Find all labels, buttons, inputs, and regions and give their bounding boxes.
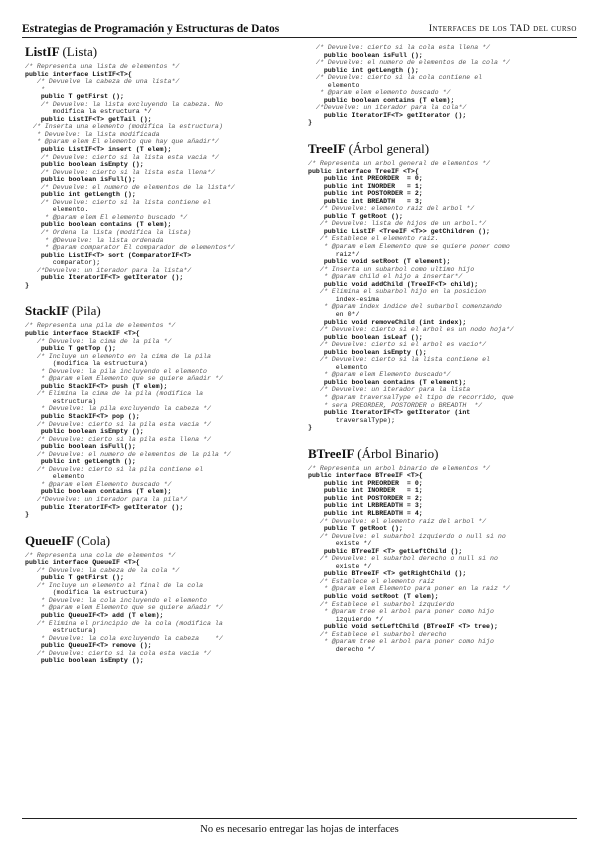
code-line: /* Devuelve: la cima de la pila */ xyxy=(25,337,172,345)
page-header xyxy=(22,23,577,38)
code-line: derecho */ xyxy=(308,645,376,653)
code-line: elemento xyxy=(308,81,360,89)
code-line: public int POSTORDER = 2; xyxy=(308,494,423,502)
section-title-tree-subtitle: (Árbol general) xyxy=(348,141,430,157)
code-line: public boolean contains (T elem); xyxy=(25,488,172,496)
code-line: /* Devuelve: el numero de elementos de la cola */ xyxy=(308,59,510,67)
code-line: * @param traversalType el tipo de recorrido, que xyxy=(308,393,514,401)
code-line: comparator); xyxy=(25,259,101,267)
code-line: } xyxy=(25,281,29,289)
code-line: /* Devuelve: cierto si la cola esta vacia */ xyxy=(25,649,211,657)
code-line: /* Devuelve: cierto si la lista esta vacia */ xyxy=(25,153,219,161)
code-line: /* Incluye un elemento en la cima de la pila xyxy=(25,352,211,360)
code-line: /* Devuelve: el elemento raiz del arbol */ xyxy=(308,517,487,525)
code-line: public int PREORDER = 0; xyxy=(308,479,423,487)
code-line: /* Devuelve: el subarbol izquierdo o null si no xyxy=(308,532,506,540)
code-line: public int RLBREADTH = 4; xyxy=(308,509,423,517)
code-line: public boolean isFull(); xyxy=(25,176,136,184)
code-line: * @param elem elemento buscado */ xyxy=(308,89,451,97)
section-title-tree-name: TreeIF xyxy=(308,141,346,157)
code-line: /* Devuelve: un iterador para la lista xyxy=(308,386,471,394)
code-line: public T getRoot (); xyxy=(308,212,403,220)
code-line: /* Devuelve: el numero de elementos de la lista*/ xyxy=(25,183,235,191)
code-line: } xyxy=(25,511,29,519)
code-line: /* Ordena la lista (modifica la lista) xyxy=(25,229,192,237)
code-line: /* Representa una pila de elementos */ xyxy=(25,322,176,330)
code-line: /* Inserta una elemento (modifica la estructura) xyxy=(25,123,223,131)
code-line: public BTreeIF <T> getLeftChild (); xyxy=(308,547,463,555)
code-line: index-esima xyxy=(308,295,380,303)
footer-note: No es necesario entregar las hojas de interfaces xyxy=(200,824,399,835)
code-block-stack xyxy=(25,322,310,518)
code-line: /* Devuelve: cierto si la pila contiene el xyxy=(25,465,204,473)
code-line: * @param elem Elemento para poner en la raiz */ xyxy=(308,585,510,593)
code-line: public int LRBREADTH = 3; xyxy=(308,502,423,510)
code-line: public interface BTreeIF <T>{ xyxy=(308,472,423,480)
code-line: /* Devuelve: lista de hijos de un arbol.*/ xyxy=(308,220,487,228)
code-line: } xyxy=(308,119,312,127)
code-line: public void addChild (TreeIF<T> child); xyxy=(308,280,479,288)
code-line: /*Devuelve: un iterador para la cola*/ xyxy=(308,104,467,112)
code-line: /* Establece el elemento raiz xyxy=(308,577,435,585)
code-line: public IteratorIF<T> getIterator (); xyxy=(25,503,184,511)
code-line: * @Devuelve: la lista ordenada xyxy=(25,236,164,244)
code-line: public interface QueueIF <T>{ xyxy=(25,559,140,567)
code-line: /* Representa un arbol general de elementos */ xyxy=(308,160,491,168)
code-line: /* Devuelve: cierto si la pila esta llena */ xyxy=(25,435,211,443)
section-title-list-name: ListIF xyxy=(25,44,60,59)
code-line: public boolean isEmpty (); xyxy=(25,657,144,665)
code-line: traversalType); xyxy=(308,416,396,424)
code-line: (modifica la estructura) xyxy=(25,589,148,597)
code-line: public boolean contains (T elem); xyxy=(25,221,172,229)
code-line: /* Devuelve: el numero de elementos de la pila */ xyxy=(25,450,231,458)
code-line: public boolean isEmpty (); xyxy=(308,348,427,356)
code-line: public ListIF<T> sort (ComparatorIF<T> xyxy=(25,251,192,259)
code-line: * @param tree el arbol para poner como hijo xyxy=(308,608,494,616)
code-line: public int INORDER = 1; xyxy=(308,182,423,190)
code-line: public boolean isEmpty (); xyxy=(25,428,144,436)
code-line: /* Devuelve: la lista excluyendo la cabeza. No xyxy=(25,100,223,108)
section-title-btree-name: BTreeIF xyxy=(308,445,354,461)
code-line: * @param elem El elemento que hay que añadir*/ xyxy=(25,138,219,146)
code-line: * @param elem Elemento que se quiere poner como xyxy=(308,243,510,251)
section-title-stack-name: StackIF xyxy=(25,303,69,319)
code-line: /* Devuelve: cierto si el arbol es vacio*/ xyxy=(308,341,487,349)
code-line: /* Devuelve la cabeza de una lista*/ xyxy=(25,78,180,86)
section-title-btree-subtitle: (Árbol Binario) xyxy=(357,445,439,461)
code-line: /* Elimina el principio de la cola (modifica la xyxy=(25,619,223,627)
page-footer xyxy=(22,818,577,835)
code-line: public void setRoot (T elem); xyxy=(308,593,439,600)
header-course-title: Estrategias de Programación y Estructuras de Datos xyxy=(22,23,280,35)
code-line: public T getFirst (); xyxy=(25,574,124,582)
code-line: estructura) xyxy=(25,627,97,635)
code-line: public boolean contains (T elem); xyxy=(308,96,455,104)
code-line: * @param elem Elemento buscado */ xyxy=(25,480,172,488)
code-line: /* Devuelve: cierto si la lista contiene el xyxy=(308,356,491,364)
code-line: /* Devuelve: cierto si la lista esta llena*/ xyxy=(25,168,215,176)
left-column xyxy=(25,44,310,665)
code-line: estructura) xyxy=(25,397,97,405)
code-line: /* Devuelve: cierto si la cola contiene el xyxy=(308,74,483,82)
code-line: elemento xyxy=(308,363,368,371)
code-line: } xyxy=(308,424,312,432)
code-line: * Devuelve: la pila excluyendo la cabeza */ xyxy=(25,405,211,413)
section-title-queue-name: QueueIF xyxy=(25,532,74,548)
code-line: elemento xyxy=(25,473,85,481)
code-line: * @param elem El elemento buscado */ xyxy=(25,213,188,221)
section-title-tree xyxy=(308,141,578,157)
code-line: /* Elimina el subarbol hijo en la posicion xyxy=(308,288,487,296)
code-line: /* Inserta un subarbol como ultimo hijo xyxy=(308,265,475,273)
code-line: /* Devuelve: cierto si la lista contiene el xyxy=(25,198,211,206)
code-line: * @param elem Elemento que se quiere añadir */ xyxy=(25,604,223,612)
code-line: * @param elem Elemento que se quiere añadir */ xyxy=(25,375,223,383)
code-line: public boolean isFull(); xyxy=(25,443,136,451)
code-line: public IteratorIF<T> getIterator (int xyxy=(308,409,471,417)
code-line: public T getTop (); xyxy=(25,345,117,353)
code-line: * Devuelve: la pila incluyendo el elemento xyxy=(25,367,208,375)
code-line: * @param elem Elemento buscado*/ xyxy=(308,371,451,379)
code-line: public IteratorIF<T> getIterator (); xyxy=(308,111,467,119)
code-block-queue-continued xyxy=(308,44,578,127)
code-line: public int getLength (); xyxy=(25,191,136,199)
code-line: /* Devuelve: cierto si la pila esta vacia */ xyxy=(25,420,211,428)
code-line: /* Elimina la cima de la pila (modifica la xyxy=(25,390,204,398)
code-line: * xyxy=(25,85,45,93)
code-block-queue xyxy=(25,552,310,665)
code-line: /* Establece el subarbol izquierdo xyxy=(308,600,455,608)
code-line: /* Devuelve: el subarbol derecho o null si no xyxy=(308,555,498,563)
section-title-queue-subtitle: (Cola) xyxy=(76,532,111,548)
code-line: public void setLeftChild (BTreeIF <T> tree); xyxy=(308,623,498,631)
code-line: public T getFirst (); xyxy=(25,93,124,101)
code-line: public QueueIF<T> add (T elem); xyxy=(25,612,164,619)
code-line: public int getLength (); xyxy=(25,458,136,466)
section-title-queue xyxy=(25,533,310,549)
code-line: /* Devuelve: elemento raiz del arbol */ xyxy=(308,205,475,213)
right-column xyxy=(308,44,578,653)
code-line: * @param child el hijo a insertar*/ xyxy=(308,273,463,281)
code-line: public boolean isFull (); xyxy=(308,51,423,59)
code-line: public ListIF<T> getTail (); xyxy=(25,115,152,123)
header-section-title: Interfaces de los TAD del curso xyxy=(428,24,577,34)
code-line: * Devuelve: la lista modificada xyxy=(25,130,160,138)
code-line: public int BREADTH = 3; xyxy=(308,197,423,205)
code-line: public void removeChild (int index); xyxy=(308,318,467,326)
code-line: public int PREORDER = 0; xyxy=(308,175,423,183)
code-line: public ListIF<T> insert (T elem); xyxy=(25,146,172,154)
code-line: public int INORDER = 1; xyxy=(308,487,423,495)
code-line: /* Representa un arbol binario de elementos */ xyxy=(308,464,491,472)
section-title-stack xyxy=(25,303,310,319)
code-line: /*Devuelve: un iterador para la lista*/ xyxy=(25,266,192,274)
code-line: * @param index indice del subarbol comenzando xyxy=(308,303,502,311)
code-line: public interface TreeIF <T>{ xyxy=(308,167,419,175)
code-line: public int POSTORDER = 2; xyxy=(308,190,423,198)
code-line: existe */ xyxy=(308,540,372,548)
code-line: /* Devuelve: la cabeza de la cola */ xyxy=(25,566,180,574)
section-title-list xyxy=(25,44,310,60)
code-line: /* Representa una cola de elementos */ xyxy=(25,551,176,559)
code-line: /* Establece el elemento raiz. xyxy=(308,235,439,243)
code-line: public boolean isLeaf (); xyxy=(308,333,423,341)
code-line: izquierdo */ xyxy=(308,615,384,623)
code-line: * sera PREORDER, POSTORDER o BREADTH */ xyxy=(308,401,483,409)
code-line: elemento. xyxy=(25,206,89,214)
code-line: public boolean isEmpty (); xyxy=(25,161,144,169)
code-line: public void setRoot (T element); xyxy=(308,258,451,266)
code-line: * Devuelve: la cola excluyendo la cabeza */ xyxy=(25,634,223,642)
code-line: public T getRoot (); xyxy=(308,525,403,533)
code-line: public int getLength (); xyxy=(308,66,419,74)
section-title-btree xyxy=(308,446,578,462)
section-title-stack-subtitle: (Pila) xyxy=(71,303,101,319)
code-line: /*Devuelve: un iterador para la pila*/ xyxy=(25,495,188,503)
code-line: /* Incluye un elemento al final de la cola xyxy=(25,581,204,589)
code-line: en 0*/ xyxy=(308,310,360,318)
code-line: raiz*/ xyxy=(308,250,360,258)
code-line: * @param comparator El comparador de elementos*/ xyxy=(25,244,235,252)
code-block-list xyxy=(25,63,310,289)
code-line: * @param tree el arbol para poner como hijo xyxy=(308,638,494,646)
code-line: existe */ xyxy=(308,562,372,570)
code-line: public interface StackIF <T>{ xyxy=(25,329,140,337)
code-line: * Devuelve: la cola incluyendo el elemento xyxy=(25,596,208,604)
code-line: public IteratorIF<T> getIterator (); xyxy=(25,274,184,282)
code-line: public StackIF<T> pop (); xyxy=(25,412,140,420)
code-line: public BTreeIF <T> getRightChild (); xyxy=(308,570,467,578)
code-line: modifica la estructura */ xyxy=(25,108,152,116)
code-line: public StackIF<T> push (T elem); xyxy=(25,382,168,390)
code-line: public interface ListIF<T>{ xyxy=(25,70,132,78)
section-title-list-subtitle: (Lista) xyxy=(62,44,98,59)
code-line: public boolean contains (T element); xyxy=(308,378,467,386)
code-line: /* Devuelve: cierto si la cola esta llena */ xyxy=(308,44,491,51)
code-block-btree xyxy=(308,465,578,654)
code-line: /* Establece el subarbol derecho xyxy=(308,630,447,638)
code-line: (modifica la estructura) xyxy=(25,360,148,368)
code-line: public QueueIF<T> remove (); xyxy=(25,642,152,650)
code-line: /* Devuelve: cierto si el arbol es un nodo hoja*/ xyxy=(308,326,514,334)
code-block-tree xyxy=(308,160,578,432)
code-line: /* Representa una lista de elementos */ xyxy=(25,63,180,70)
code-line: public ListIF <TreeIF <T>> getChildren (); xyxy=(308,227,491,235)
